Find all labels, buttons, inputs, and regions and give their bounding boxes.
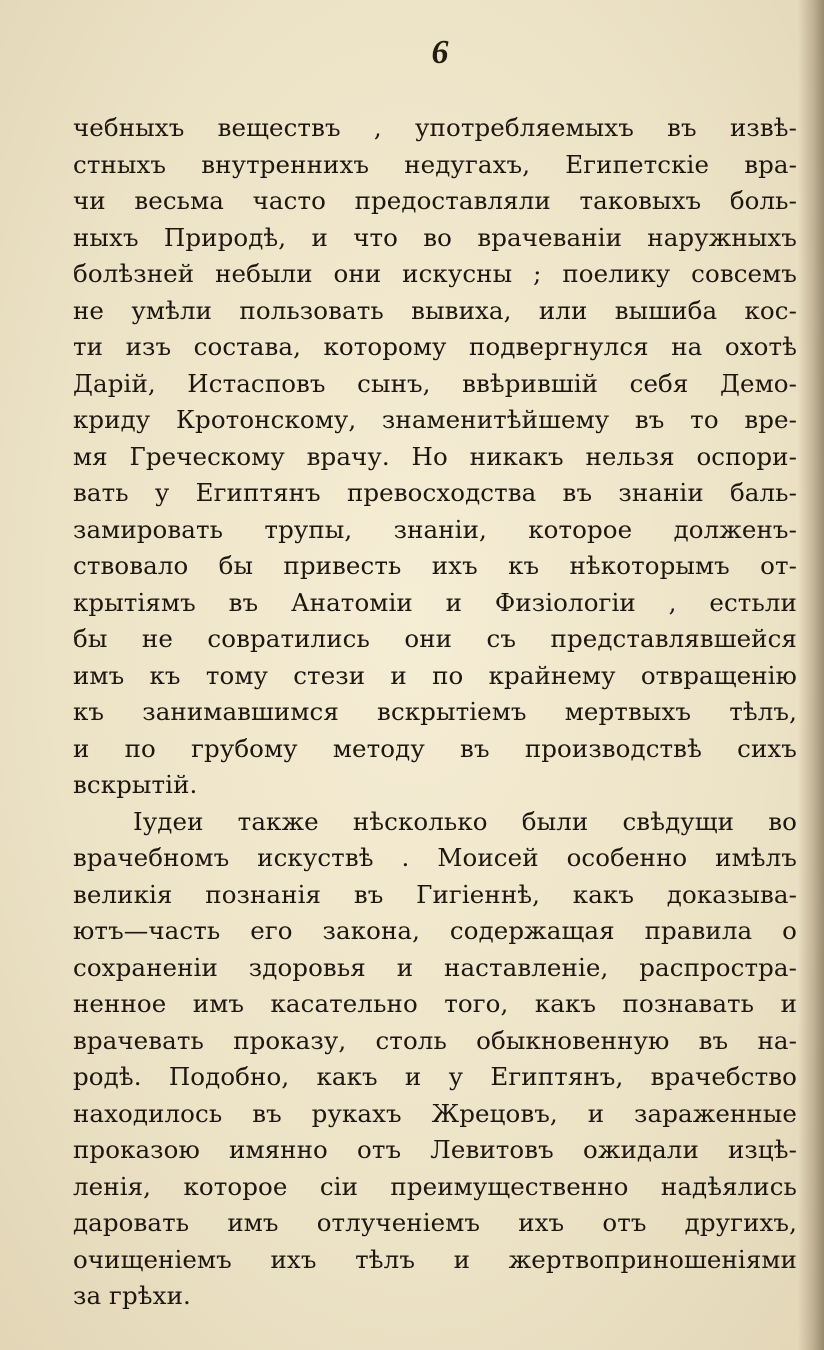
text-line: имъ къ тому стези и по крайнему отвращенію bbox=[73, 660, 797, 690]
text-line: великія познанія въ Гигіеннѣ, какъ доказыва- bbox=[73, 879, 797, 909]
text-line: мя Греческому врачу. Но никакъ нельзя оспори- bbox=[73, 441, 797, 471]
text-line: болѣзней небыли они искусны ; поелику совсемъ bbox=[73, 259, 797, 288]
text-line: за грѣхи. bbox=[73, 1281, 191, 1310]
text-line: родѣ. Подобно, какъ и у Египтянъ, врачебство bbox=[73, 1062, 797, 1091]
text-line: чебныхъ веществъ , употребляемыхъ въ извѣ- bbox=[73, 113, 797, 142]
page-edge-shadow bbox=[798, 0, 824, 1350]
text-line: даровать имъ отлученіемъ ихъ отъ другихъ, bbox=[73, 1208, 797, 1237]
text-line: врачебномъ искуствѣ . Моисей особенно имѣлъ bbox=[73, 843, 797, 872]
text-line: стныхъ внутреннихъ недугахъ, Египетскіе вра- bbox=[73, 149, 797, 179]
text-line: ютъ—часть его закона, содержащая правила о bbox=[73, 916, 797, 945]
text-line: ствовало бы привесть ихъ къ нѣкоторымъ от- bbox=[73, 551, 797, 580]
text-line: сохраненіи здоровья и наставленіе, распростра- bbox=[73, 952, 797, 982]
text-line: вскрытій. bbox=[73, 770, 198, 799]
text-line: Іудеи также нѣсколько были свѣдущи во bbox=[133, 806, 797, 836]
text-line: находилось въ рукахъ Жрецовъ, и зараженные bbox=[73, 1098, 797, 1128]
text-line: и по грубому методу въ производствѣ сихъ bbox=[73, 733, 797, 763]
paragraph-1 bbox=[73, 110, 797, 804]
text-line: ленія, которое сіи преимущественно надѣялись bbox=[73, 1171, 797, 1201]
text-line: проказою имянно отъ Левитовъ ожидали изцѣ- bbox=[73, 1135, 797, 1164]
text-line: крытіямъ въ Анатоміи и Физіологіи , естьли bbox=[73, 587, 797, 617]
text-line: ненное имъ касательно того, какъ познавать и bbox=[73, 989, 797, 1018]
text-line: не умѣли пользовать вывиха, или вышиба кос- bbox=[73, 295, 797, 325]
text-line: чи весьма часто предоставляли таковыхъ боль- bbox=[73, 186, 797, 215]
paragraph-2 bbox=[73, 804, 797, 1315]
text-line: Дарій, Истасповъ сынъ, ввѣрившій себя Демо- bbox=[73, 368, 797, 398]
text-line: бы не совратились они съ представлявшейся bbox=[73, 624, 797, 653]
text-line: вать у Египтянъ превосходства въ знаніи баль- bbox=[73, 478, 797, 507]
text-line: криду Кротонскому, знаменитѣйшему въ то вре- bbox=[73, 405, 797, 434]
text-line: очищеніемъ ихъ тѣлъ и жертвоприношеніями bbox=[73, 1244, 797, 1274]
body-text bbox=[73, 110, 797, 1315]
text-line: къ занимавшимся вскрытіемъ мертвыхъ тѣлъ, bbox=[73, 697, 797, 726]
text-line: ти изъ состава, которому подвергнулся на охотѣ bbox=[73, 332, 797, 361]
text-line: ныхъ Природѣ, и что во врачеваніи наружныхъ bbox=[73, 222, 797, 252]
page-number: 6 bbox=[431, 34, 449, 71]
text-line: врачевать проказу, столь обыкновенную въ на- bbox=[73, 1025, 797, 1055]
text-line: замировать трупы, знаніи, которое долженъ- bbox=[73, 514, 797, 544]
